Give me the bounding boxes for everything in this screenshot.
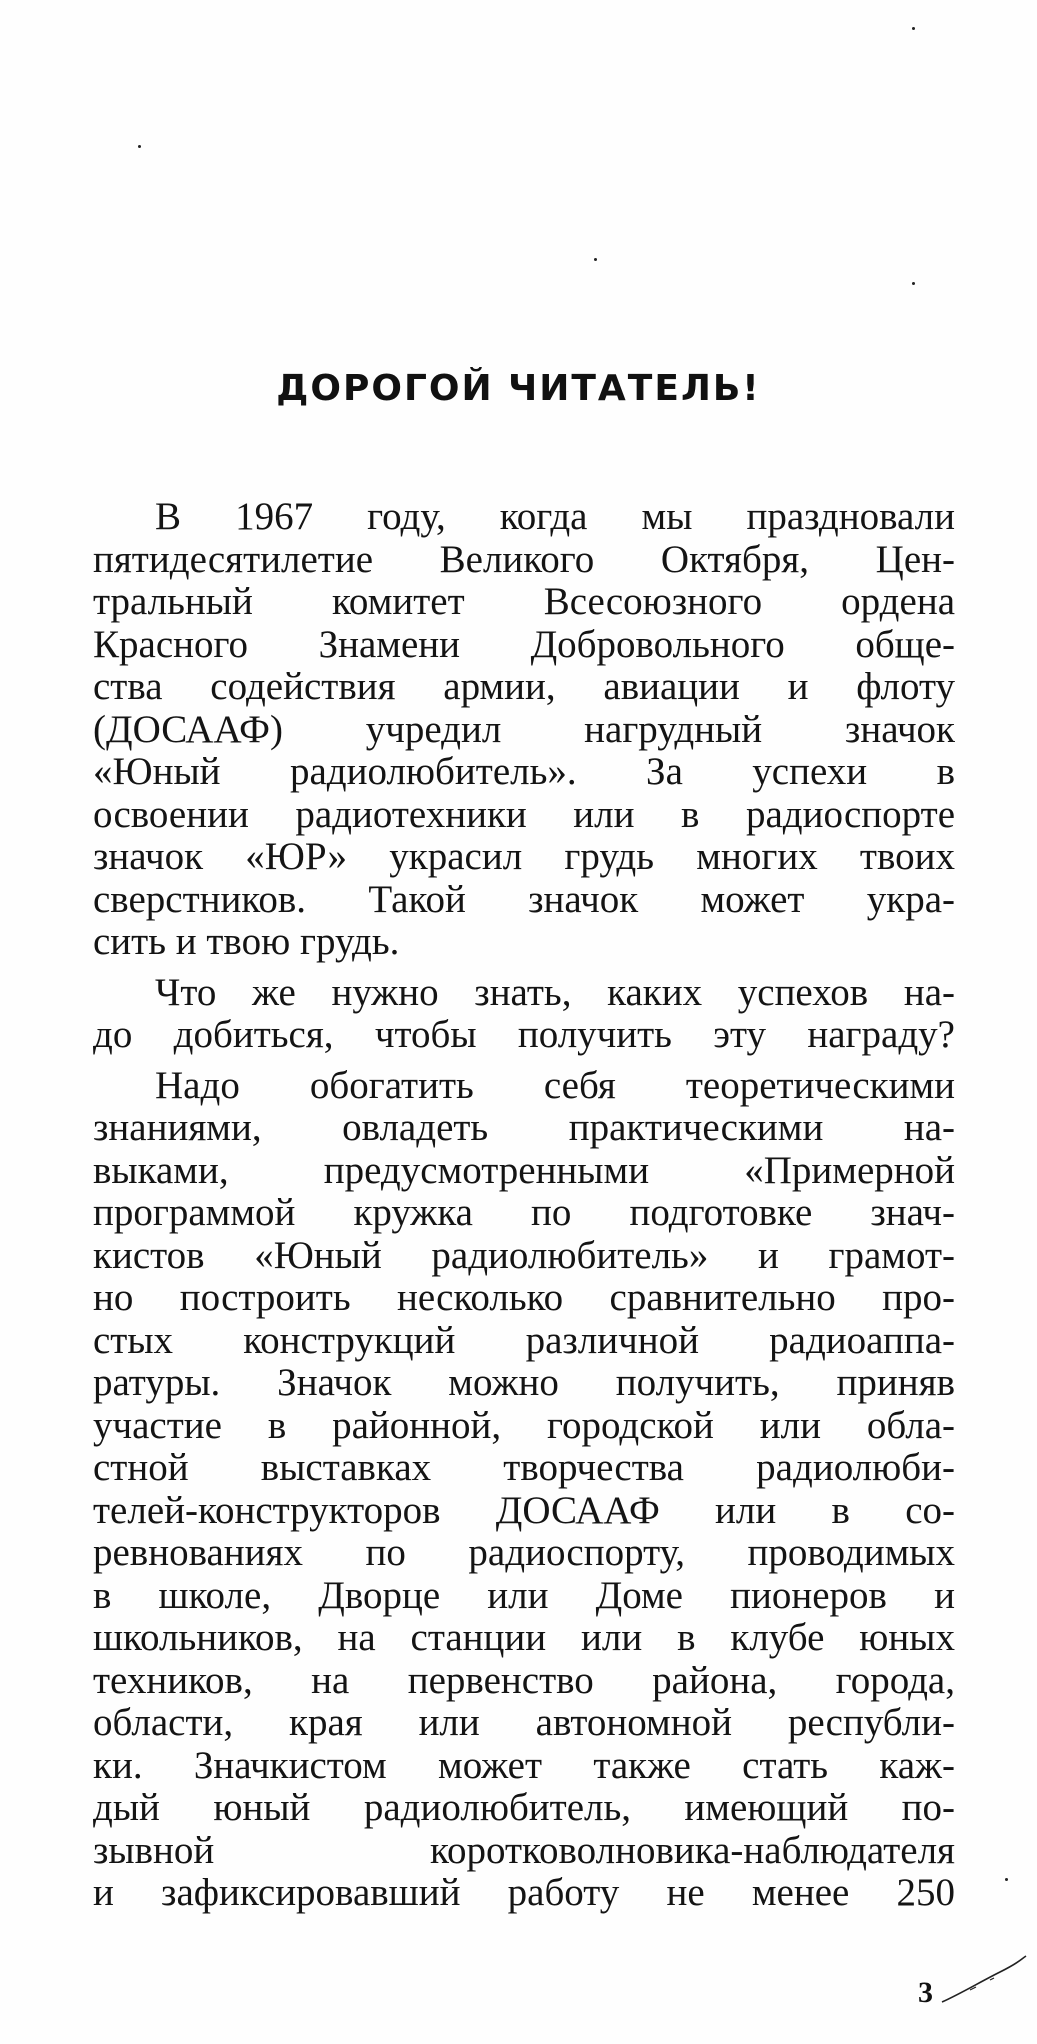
text-line: «Юный радиолюбитель». За успехи в <box>93 751 955 793</box>
text-line: выками, предусмотренными «Примерной <box>93 1149 955 1192</box>
print-speck <box>912 27 915 30</box>
text-line: (ДОСААФ) учредил нагрудный значок <box>93 708 955 751</box>
text-line: ревнованиях по радиоспорту, проводимых <box>93 1532 955 1574</box>
text-line: телей-конструкторов ДОСААФ или в со- <box>93 1489 955 1532</box>
print-speck <box>138 145 141 148</box>
text-line: ки. Значкистом может также стать каж- <box>93 1744 955 1787</box>
text-line: освоении радиотехники или в радиоспорте <box>93 793 955 836</box>
text-line: но построить несколько сравнительно про- <box>93 1277 955 1319</box>
text-line: до добиться, чтобы получить эту награду? <box>93 1014 955 1056</box>
text-line: стых конструкций различной радиоаппа- <box>93 1319 955 1362</box>
text-line: знаниями, овладеть практическими на- <box>93 1107 955 1149</box>
print-speck <box>1005 1878 1008 1881</box>
text-line: сить и твою грудь. <box>93 921 400 963</box>
page-heading: ДОРОГОЙ ЧИТАТЕЛЬ! <box>276 368 761 409</box>
print-speck <box>594 258 597 261</box>
paragraph-2 <box>93 972 955 1057</box>
text-line: Надо обогатить себя теоретическими <box>155 1064 955 1107</box>
print-speck <box>912 282 915 285</box>
paragraph-1 <box>93 496 955 964</box>
text-line: дый юный радиолюбитель, имеющий по- <box>93 1787 955 1829</box>
text-line: В 1967 году, когда мы праздновали <box>155 496 955 538</box>
text-line: программой кружка по подготовке знач- <box>93 1192 955 1234</box>
text-line: Красного Знамени Добровольного обще- <box>93 623 955 666</box>
text-line: участие в районной, городской или обла- <box>93 1404 955 1447</box>
text-line: области, края или автономной республи- <box>93 1702 955 1744</box>
text-line: ратуры. Значок можно получить, приняв <box>93 1362 955 1404</box>
text-line: значок «ЮР» украсил грудь многих твоих <box>93 836 955 878</box>
pen-scratch-mark <box>940 1950 1030 2010</box>
page-number: 3 <box>918 1976 933 2009</box>
text-line: кистов «Юный радиолюбитель» и грамот- <box>93 1234 955 1277</box>
paragraph-3 <box>93 1065 955 1915</box>
text-line: зывной коротковолновика-наблюдателя <box>93 1829 955 1872</box>
text-line: стной выставках творчества радиолюби- <box>93 1447 955 1489</box>
text-line: и зафиксировавший работу не менее 250 <box>93 1872 955 1914</box>
text-line: пятидесятилетие Великого Октября, Цен- <box>93 538 955 581</box>
text-line: техников, на первенство района, города, <box>93 1659 955 1702</box>
body-text <box>93 496 955 1915</box>
text-line: школьников, на станции или в клубе юных <box>93 1617 955 1659</box>
text-line: тральный комитет Всесоюзного ордена <box>93 581 955 623</box>
text-line: Что же нужно знать, каких успехов на- <box>155 971 955 1014</box>
text-line: ства содействия армии, авиации и флоту <box>93 666 955 708</box>
text-line: в школе, Дворце или Доме пионеров и <box>93 1574 955 1617</box>
text-line: сверстников. Такой значок может укра- <box>93 878 955 921</box>
